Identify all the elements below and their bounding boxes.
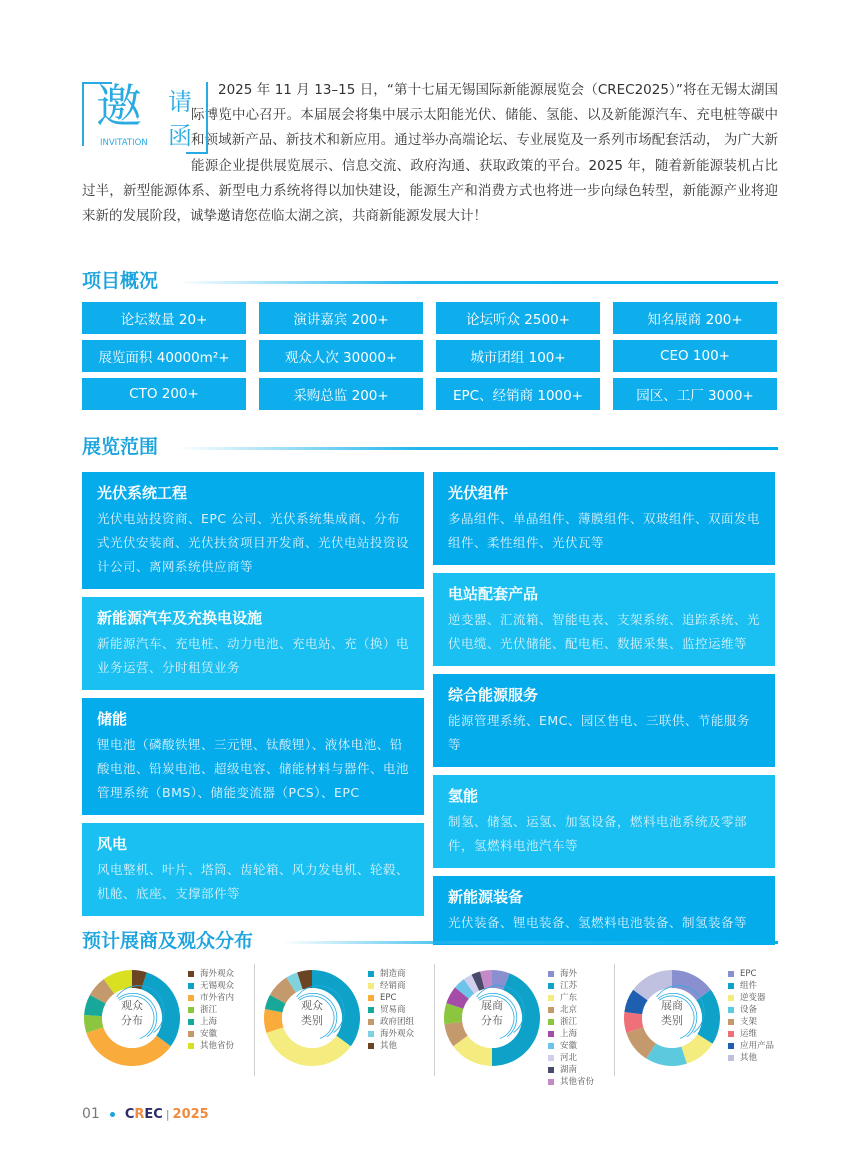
legend-label: 湖南 (560, 1065, 578, 1075)
bullet-dot-icon (110, 1112, 115, 1117)
legend-item (188, 1040, 234, 1052)
legend-swatch-icon (368, 1043, 374, 1049)
chart-legend (728, 968, 774, 1064)
legend-label: 浙江 (560, 1017, 578, 1027)
scope-header (82, 432, 778, 460)
brand-c: C (124, 1106, 135, 1122)
donut-label-line-2: 类别 (661, 1014, 683, 1027)
legend-item (548, 968, 594, 980)
legend-swatch-icon (188, 1019, 194, 1025)
legend-item (368, 1016, 414, 1028)
chart-legend (188, 968, 234, 1052)
logo-char-small-2: 函 (168, 122, 192, 150)
chart-legend (368, 968, 414, 1052)
scope-card (82, 823, 424, 916)
legend-swatch-icon (188, 1007, 194, 1013)
scope-card-title: 新能源装备 (448, 888, 524, 906)
legend-swatch-icon (728, 1031, 734, 1037)
legend-swatch-icon (188, 1043, 194, 1049)
legend-swatch-icon (728, 971, 734, 977)
scope-card-description: 锂电池（磷酸铁锂、三元锂、钛酸锂）、液体电池、铅酸电池、铅炭电池、超级电容、储能材料与器件、电池管理系统（BMS）、储能变流器（PCS）、EPC (97, 737, 410, 800)
legend-item (368, 968, 414, 980)
legend-label: 运维 (740, 1029, 758, 1039)
donut-center-label (292, 998, 332, 1028)
donut-label-line-1: 展商 (481, 999, 503, 1012)
logo-english: INVITATION (100, 138, 148, 148)
legend-label: 经销商 (380, 981, 406, 991)
legend-item (368, 980, 414, 992)
legend-swatch-icon (728, 1055, 734, 1061)
legend-swatch-icon (368, 971, 374, 977)
donut-label-line-2: 分布 (121, 1014, 143, 1027)
legend-item (188, 1004, 234, 1016)
donut-chart (442, 964, 618, 1087)
donut-center-label (652, 998, 692, 1028)
legend-label: 其他 (380, 1041, 398, 1051)
stat-tile: 观众人次 30000+ (259, 340, 423, 372)
legend-swatch-icon (188, 995, 194, 1001)
legend-swatch-icon (728, 1007, 734, 1013)
legend-label: 其他 (740, 1053, 758, 1063)
scope-card (82, 698, 424, 815)
legend-swatch-icon (368, 1019, 374, 1025)
legend-item (728, 1004, 774, 1016)
legend-item (188, 992, 234, 1004)
logo-char-small-1: 请 (168, 88, 192, 116)
legend-swatch-icon (728, 995, 734, 1001)
legend-swatch-icon (188, 971, 194, 977)
legend-item (728, 1052, 774, 1064)
legend-swatch-icon (368, 983, 374, 989)
legend-swatch-icon (188, 983, 194, 989)
legend-swatch-icon (728, 983, 734, 989)
legend-label: EPC (740, 969, 757, 979)
stats-grid (82, 302, 778, 410)
legend-swatch-icon (368, 1031, 374, 1037)
page-footer (82, 1106, 209, 1122)
legend-label: 应用产品 (740, 1041, 775, 1051)
donut-label-line-2: 分布 (481, 1014, 503, 1027)
scope-card-title: 综合能源服务 (448, 686, 539, 704)
legend-label: 设备 (740, 1005, 758, 1015)
legend-label: 浙江 (200, 1005, 218, 1015)
legend-item (728, 1016, 774, 1028)
scope-card (433, 472, 775, 565)
legend-item (368, 992, 414, 1004)
scope-card-description: 新能源汽车、充电桩、动力电池、充电站、充（换）电业务运营、分时租赁业务 (97, 636, 410, 675)
scope-card-title: 氢能 (448, 787, 479, 805)
legend-label: 制造商 (380, 969, 406, 979)
scope-column-right (433, 472, 775, 953)
stat-tile: 城市团组 100+ (436, 340, 600, 372)
legend-swatch-icon (548, 1031, 554, 1037)
distribution-divider (282, 941, 778, 944)
legend-item (188, 1016, 234, 1028)
legend-label: 安徽 (200, 1029, 218, 1039)
distribution-title: 预计展商及观众分布 (82, 930, 254, 952)
legend-label: 上海 (200, 1017, 218, 1027)
donut-label-line-2: 类别 (301, 1014, 323, 1027)
legend-item (548, 1064, 594, 1076)
legend-item (548, 1052, 594, 1064)
donut-label-line-1: 观众 (301, 999, 323, 1012)
legend-label: 市外省内 (200, 993, 235, 1003)
legend-label: 海外 (560, 969, 578, 979)
legend-item (728, 1028, 774, 1040)
scope-card-title: 新能源汽车及充换电设施 (97, 609, 263, 627)
invitation-logo (82, 78, 210, 152)
legend-item (728, 980, 774, 992)
chart-divider (254, 964, 255, 1076)
legend-label: 贸易商 (380, 1005, 406, 1015)
legend-swatch-icon (548, 1007, 554, 1013)
scope-card-description: 制氢、储氢、运氢、加氢设备，燃料电池系统及零部件，氢燃料电池汽车等 (448, 814, 748, 853)
legend-label: 安徽 (560, 1041, 578, 1051)
legend-swatch-icon (548, 1067, 554, 1073)
stat-tile: 论坛听众 2500+ (436, 302, 600, 334)
scope-card (433, 573, 775, 666)
legend-label: 江苏 (560, 981, 578, 991)
scope-card-description: 多晶组件、单晶组件、薄膜组件、双玻组件、双面发电组件、柔性组件、光伏瓦等 (448, 511, 761, 550)
legend-label: 支架 (740, 1017, 758, 1027)
legend-label: 其他省份 (560, 1077, 595, 1087)
scope-card-title: 光伏系统工程 (97, 484, 188, 502)
scope-card-description: 能源管理系统、EMC、园区售电、三联供、节能服务等 (448, 713, 750, 752)
stat-tile: 论坛数量 20+ (82, 302, 246, 334)
legend-label: 无锡观众 (200, 981, 235, 991)
chart-divider (434, 964, 435, 1076)
legend-item (188, 980, 234, 992)
scope-card (82, 472, 424, 589)
brand-year: 2025 (172, 1106, 209, 1122)
scope-card-description: 光伏电站投资商、EPC 公司、光伏系统集成商、分布式光伏安装商、光伏扶贫项目开发商、光伏电站投资设计公司、离网系统供应商等 (97, 511, 410, 574)
legend-label: 上海 (560, 1029, 578, 1039)
legend-label: 海外观众 (380, 1029, 415, 1039)
legend-swatch-icon (728, 1043, 734, 1049)
brand-ec: EC (144, 1106, 163, 1122)
scope-card-description: 风电整机、叶片、塔筒、齿轮箱、风力发电机、轮毂、机舱、底座、支撑部件等 (97, 862, 410, 901)
legend-label: 逆变器 (740, 993, 766, 1003)
page-number: 01 (82, 1106, 100, 1122)
donut-label-line-1: 展商 (661, 999, 683, 1012)
overview-title: 项目概况 (82, 270, 159, 292)
stat-tile: EPC、经销商 1000+ (436, 378, 600, 410)
legend-label: 其他省份 (200, 1041, 235, 1051)
overview-header (82, 266, 778, 294)
legend-item (548, 1016, 594, 1028)
donut-chart (622, 964, 798, 1076)
distribution-header (82, 926, 778, 954)
legend-item (368, 1028, 414, 1040)
legend-swatch-icon (368, 1007, 374, 1013)
legend-item (728, 992, 774, 1004)
legend-item (548, 1076, 594, 1088)
charts-row (82, 964, 782, 1087)
legend-label: 组件 (740, 981, 758, 991)
legend-item (548, 992, 594, 1004)
chart-legend (548, 968, 594, 1088)
donut-label-line-1: 观众 (121, 999, 143, 1012)
donut-chart (262, 964, 438, 1076)
scope-card-title: 光伏组件 (448, 484, 509, 502)
legend-label: 政府团组 (380, 1017, 415, 1027)
stat-tile: 知名展商 200+ (613, 302, 777, 334)
legend-swatch-icon (548, 1043, 554, 1049)
scope-card-description: 逆变器、汇流箱、智能电表、支架系统、追踪系统、光伏电缆、光伏储能、配电柜、数据采集、监控运维等 (448, 612, 761, 651)
scope-column-left (82, 472, 424, 924)
intro-section (82, 78, 778, 229)
chart-divider (614, 964, 615, 1076)
stat-tile: 采购总监 200+ (259, 378, 423, 410)
legend-swatch-icon (548, 1079, 554, 1085)
overview-divider (178, 281, 778, 284)
donut-center-label (112, 998, 152, 1028)
stat-tile: 展览面积 40000m²+ (82, 340, 246, 372)
legend-label: 广东 (560, 993, 578, 1003)
legend-item (548, 980, 594, 992)
scope-card (433, 775, 775, 868)
legend-item (188, 1028, 234, 1040)
legend-swatch-icon (548, 1019, 554, 1025)
logo-char-big: 邀 (96, 79, 142, 133)
stat-tile: CTO 200+ (82, 378, 246, 410)
legend-swatch-icon (368, 995, 374, 1001)
legend-label: 北京 (560, 1005, 578, 1015)
legend-item (368, 1004, 414, 1016)
legend-swatch-icon (548, 971, 554, 977)
legend-swatch-icon (548, 983, 554, 989)
legend-label: 海外观众 (200, 969, 235, 979)
scope-card-description: 光伏装备、锂电装备、氢燃料电池装备、制氢装备等 (448, 915, 748, 930)
donut-chart (82, 964, 258, 1076)
scope-card-title: 电站配套产品 (448, 585, 539, 603)
legend-label: EPC (380, 993, 397, 1003)
legend-swatch-icon (548, 995, 554, 1001)
scope-card-title: 风电 (97, 835, 128, 853)
stat-tile: 园区、工厂 3000+ (613, 378, 777, 410)
scope-divider (178, 447, 778, 450)
legend-item (548, 1004, 594, 1016)
legend-swatch-icon (188, 1031, 194, 1037)
scope-card-title: 储能 (97, 710, 128, 728)
legend-label: 河北 (560, 1053, 578, 1063)
legend-swatch-icon (548, 1055, 554, 1061)
legend-item (548, 1040, 594, 1052)
scope-title: 展览范围 (82, 436, 159, 458)
donut-center-label (472, 998, 512, 1028)
scope-card (82, 597, 424, 690)
stat-tile: CEO 100+ (613, 340, 777, 372)
legend-item (368, 1040, 414, 1052)
legend-item (548, 1028, 594, 1040)
intro-paragraph: 2025 年 11 月 13–15 日，“第十七届无锡国际新能源展览会（CREC2025）”将在无锡太湖国际博览中心召开。本届展会将集中展示太阳能光伏、储能、氢能、以及新能源汽车、充电桩等碳中和领域新产品、新技术和新应用。通过举办高端论坛、专业展览及一系列市场配套活动， 为广大新能源企业提供展览展示、信息交流、政府沟通、获取政策的平台。2025 年，随着新能源装机占比过半，新型能源体系、新型电力系统将得以加快建设，能源生产和消费方式也将进一步向绿色转型，新能源产业将迎来新的发展阶段，诚挚邀请您莅临太湖之滨，共商新能源发展大计！ (82, 82, 778, 225)
brand-separator: | (165, 1107, 170, 1121)
stat-tile: 演讲嘉宾 200+ (259, 302, 423, 334)
brand-r: R (134, 1106, 145, 1122)
scope-card (433, 674, 775, 767)
legend-swatch-icon (728, 1019, 734, 1025)
legend-item (728, 968, 774, 980)
legend-item (728, 1040, 774, 1052)
legend-item (188, 968, 234, 980)
